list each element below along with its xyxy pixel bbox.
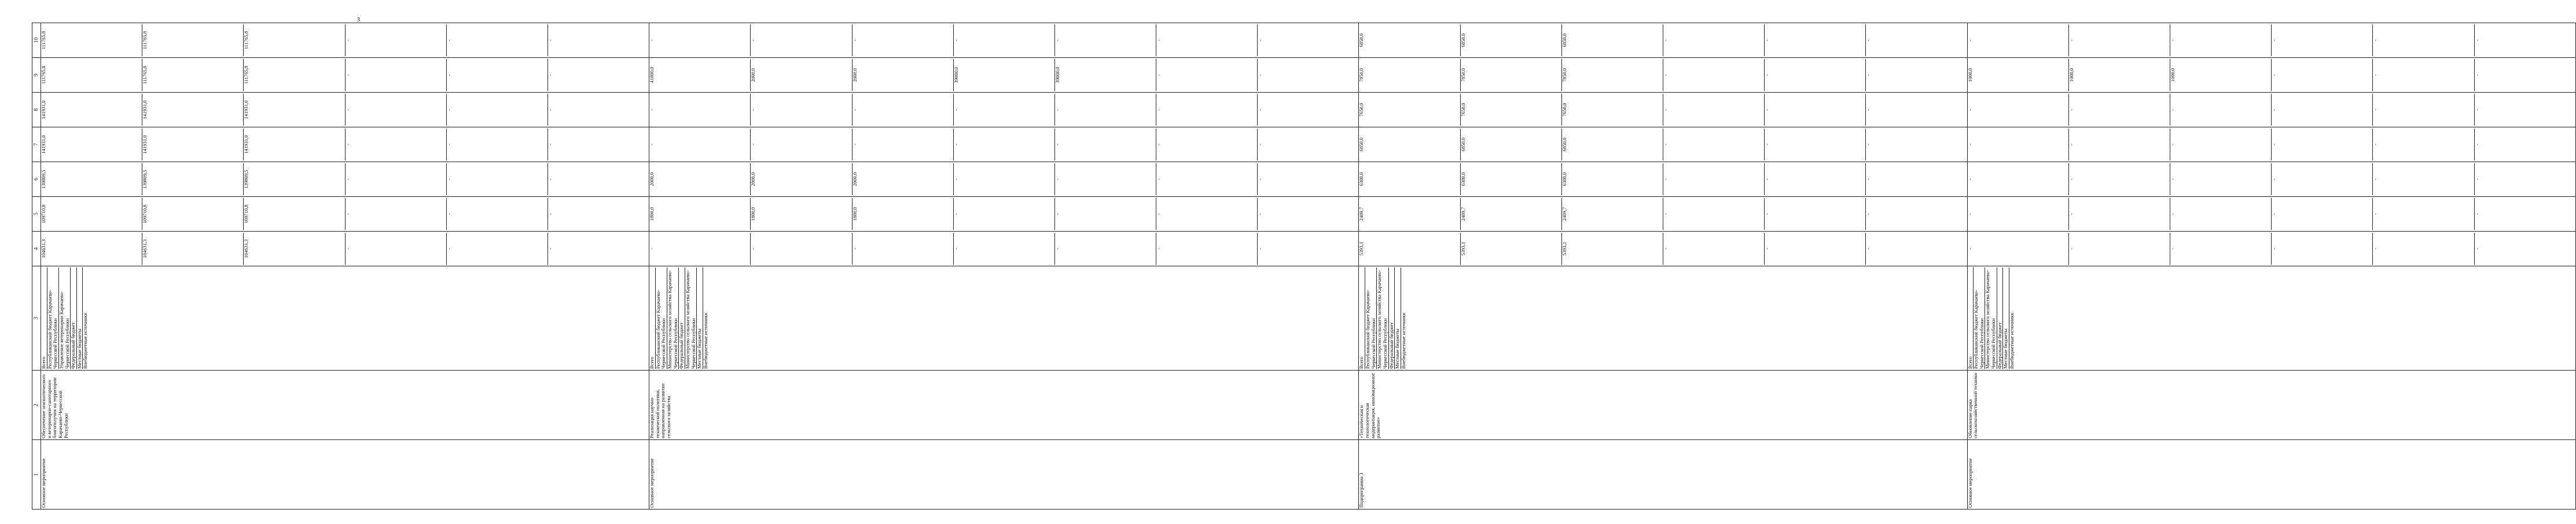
value: 6850,0 xyxy=(1562,24,1663,56)
value-cell xyxy=(649,58,1359,93)
value-cell xyxy=(1359,58,1967,93)
column-number: 5 xyxy=(32,197,41,232)
funding-source: Республиканский бюджет Карачаево-Черкесской Республики xyxy=(47,268,59,369)
value-cell xyxy=(649,93,1359,127)
item-type-cell: Основное мероприятие xyxy=(649,440,1359,510)
item-type-cell: Основное мероприятие xyxy=(1967,440,2575,510)
value: - xyxy=(346,24,447,56)
value: - xyxy=(2474,109,2480,111)
table-row xyxy=(1967,23,2575,510)
value: 5393,1 xyxy=(1562,233,1663,265)
value-cell xyxy=(649,23,1359,58)
value: 1800,0 xyxy=(649,198,751,230)
value: 6850,0 xyxy=(1359,24,1460,56)
value-cell xyxy=(649,232,1359,266)
value: - xyxy=(2474,39,2480,41)
value: 39000,0 xyxy=(954,59,1055,91)
value: - xyxy=(2170,24,2272,56)
value: - xyxy=(954,163,1055,195)
value-cell xyxy=(1967,197,2575,232)
funding-source: Федеральный бюджет xyxy=(1997,268,2004,369)
value: - xyxy=(2069,129,2170,160)
value: 7850,0 xyxy=(1461,59,1562,91)
value: - xyxy=(547,74,553,76)
value-cell xyxy=(1967,23,2575,58)
value: - xyxy=(751,129,852,160)
value: - xyxy=(1663,233,1765,265)
value-cell xyxy=(41,93,649,127)
value: - xyxy=(2272,198,2373,230)
value: 104631,3 xyxy=(142,233,244,265)
value: 6300,0 xyxy=(1359,163,1460,195)
column-number: 8 xyxy=(32,93,41,127)
value: - xyxy=(751,94,852,126)
value: 1000,0 xyxy=(2170,59,2272,91)
value: - xyxy=(1055,24,1156,56)
value: - xyxy=(1865,144,1872,145)
funding-source: Всего xyxy=(41,268,47,369)
value-cell xyxy=(649,162,1359,197)
value: - xyxy=(954,198,1055,230)
value: 6850,0 xyxy=(1359,129,1460,160)
value: - xyxy=(447,24,548,56)
value: 139809,5 xyxy=(41,163,142,195)
value: 2409,7 xyxy=(1562,198,1663,230)
value: - xyxy=(2373,129,2474,160)
table-body xyxy=(41,23,2576,510)
rotated-page xyxy=(32,23,2480,510)
value: - xyxy=(1257,178,1263,180)
value-cell xyxy=(1967,162,2575,197)
value: - xyxy=(547,248,553,250)
value: - xyxy=(1156,198,1258,230)
value: - xyxy=(1968,129,2069,160)
value: - xyxy=(2069,163,2170,195)
column-number: 7 xyxy=(32,127,41,162)
value-cell xyxy=(1359,127,1967,162)
funding-source-cell xyxy=(649,266,1359,371)
value: - xyxy=(2373,198,2474,230)
value: - xyxy=(1968,198,2069,230)
value: - xyxy=(649,233,751,265)
funding-source: Всего xyxy=(1968,268,1974,369)
value: - xyxy=(2474,74,2480,76)
value: - xyxy=(346,233,447,265)
value: - xyxy=(1156,94,1258,126)
column-number: 9 xyxy=(32,58,41,93)
value: - xyxy=(1968,94,2069,126)
value: - xyxy=(2474,213,2480,215)
value: - xyxy=(1257,39,1263,41)
funding-source: Внебюджетные источники xyxy=(2008,312,2015,369)
value: - xyxy=(1865,178,1872,180)
funding-source: Министерство сельского хозяйства Карачаево-Черкесской Республики xyxy=(667,268,679,369)
value-cell xyxy=(1359,197,1967,232)
value: - xyxy=(2170,163,2272,195)
value: - xyxy=(1663,94,1765,126)
value-cell xyxy=(41,162,649,197)
value: 6300,0 xyxy=(1562,163,1663,195)
value-cell xyxy=(1967,58,2575,93)
value: 2000,0 xyxy=(852,59,954,91)
funding-source: Внебюджетные источники xyxy=(702,312,708,369)
funding-source: Внебюджетные источники xyxy=(1400,312,1406,369)
value: - xyxy=(2272,94,2373,126)
funding-source: Министерство сельского хозяйства Карачаево-Черкесской Республики xyxy=(1377,268,1388,369)
funding-source: Федеральный бюджет xyxy=(679,268,685,369)
value: 141931,0 xyxy=(41,94,142,126)
value: - xyxy=(2170,94,2272,126)
value: - xyxy=(1257,144,1263,145)
value: - xyxy=(954,24,1055,56)
value: 109710,8 xyxy=(41,198,142,230)
value: 6850,0 xyxy=(1562,129,1663,160)
value: - xyxy=(751,24,852,56)
value: - xyxy=(1865,248,1872,250)
value: - xyxy=(547,109,553,111)
value: - xyxy=(2170,233,2272,265)
value: - xyxy=(1257,213,1263,215)
value: 6850,0 xyxy=(1461,129,1562,160)
value: 7850,0 xyxy=(1359,59,1460,91)
value: - xyxy=(1865,213,1872,215)
value: - xyxy=(1968,24,2069,56)
value: 7850,0 xyxy=(1562,59,1663,91)
funding-source-cell xyxy=(1967,266,2575,371)
value: 141931,0 xyxy=(244,94,345,126)
value: - xyxy=(1765,163,1866,195)
value: - xyxy=(1257,74,1263,76)
funding-source: Местные бюджеты xyxy=(77,268,83,369)
value: - xyxy=(447,198,548,230)
value: - xyxy=(2373,94,2474,126)
value: 109710,8 xyxy=(142,198,244,230)
funding-source: Республиканский бюджет Карачаево-Черкесской Республики xyxy=(1365,268,1377,369)
value: 2409,7 xyxy=(1461,198,1562,230)
value: - xyxy=(1663,163,1765,195)
value: - xyxy=(1055,163,1156,195)
value: - xyxy=(852,233,954,265)
column-number: 1 xyxy=(32,440,41,510)
value: - xyxy=(649,129,751,160)
value: - xyxy=(954,94,1055,126)
value: - xyxy=(346,129,447,160)
value: 2000,0 xyxy=(852,163,954,195)
value: 6850,0 xyxy=(1461,24,1562,56)
value: 111765,8 xyxy=(142,24,244,56)
value: - xyxy=(1968,233,2069,265)
value-cell xyxy=(41,127,649,162)
value: - xyxy=(1055,198,1156,230)
table-row xyxy=(1359,23,1967,510)
funding-source: Местные бюджеты xyxy=(1395,268,1401,369)
value: - xyxy=(1257,248,1263,250)
funding-source: Министерство сельского хозяйства Карачаево-Черкесской Республики xyxy=(1985,268,1997,369)
value: - xyxy=(1156,59,1258,91)
value: - xyxy=(1055,94,1156,126)
value: - xyxy=(1663,59,1765,91)
value: - xyxy=(2069,94,2170,126)
value: 104631,3 xyxy=(41,233,142,265)
value-cell xyxy=(1967,127,2575,162)
value: - xyxy=(1765,129,1866,160)
column-number: 6 xyxy=(32,162,41,197)
value: - xyxy=(1156,163,1258,195)
item-type-cell: Основное мероприятие xyxy=(41,440,649,510)
funding-source: Федеральный бюджет xyxy=(1389,268,1395,369)
value: 104631,3 xyxy=(244,233,345,265)
value: 1000,0 xyxy=(2069,59,2170,91)
value: - xyxy=(2272,59,2373,91)
value: - xyxy=(2373,163,2474,195)
value: - xyxy=(649,24,751,56)
value: 7650,0 xyxy=(1562,94,1663,126)
item-name-cell: Реализация научно-технической политики, направленная на развитие сельского хозяйства xyxy=(649,371,1359,440)
value: - xyxy=(1865,109,1872,111)
value: 141931,0 xyxy=(142,129,244,160)
value: 139809,5 xyxy=(142,163,244,195)
value: 111765,8 xyxy=(41,59,142,91)
value: - xyxy=(547,144,553,145)
value-cell xyxy=(1359,232,1967,266)
value-cell xyxy=(41,58,649,93)
value: - xyxy=(447,163,548,195)
value: - xyxy=(2474,144,2480,145)
value: - xyxy=(547,178,553,180)
value: - xyxy=(1865,74,1872,76)
value: - xyxy=(1663,24,1765,56)
value: - xyxy=(2272,233,2373,265)
value: - xyxy=(751,233,852,265)
value: 2000,0 xyxy=(649,163,751,195)
table-row xyxy=(41,23,649,510)
value: 109710,8 xyxy=(244,198,345,230)
value: 111765,8 xyxy=(244,59,345,91)
value-cell xyxy=(1359,23,1967,58)
value-cell xyxy=(649,197,1359,232)
value: - xyxy=(1156,24,1258,56)
value: - xyxy=(1765,94,1866,126)
value: 141931,0 xyxy=(244,129,345,160)
item-type-cell: Подпрограмма 3 xyxy=(1359,440,1967,510)
value: 111765,8 xyxy=(41,24,142,56)
value: 1000,0 xyxy=(1968,59,2069,91)
value: - xyxy=(547,39,553,41)
value: - xyxy=(2069,233,2170,265)
value: - xyxy=(447,94,548,126)
value: - xyxy=(2272,24,2373,56)
value: 1800,0 xyxy=(751,198,852,230)
value-cell xyxy=(1967,232,2575,266)
value: 7650,0 xyxy=(1359,94,1460,126)
value: - xyxy=(852,94,954,126)
value: 2409,7 xyxy=(1359,198,1460,230)
value: - xyxy=(1055,129,1156,160)
value: - xyxy=(547,213,553,215)
value: 5393,1 xyxy=(1461,233,1562,265)
value: - xyxy=(1765,198,1866,230)
funding-source: Местные бюджеты xyxy=(697,268,703,369)
value: 111765,8 xyxy=(244,24,345,56)
value: 141931,0 xyxy=(142,94,244,126)
value: - xyxy=(2069,198,2170,230)
value: - xyxy=(1663,129,1765,160)
value: - xyxy=(2373,59,2474,91)
value-cell xyxy=(1359,93,1967,127)
value: - xyxy=(2272,129,2373,160)
value: - xyxy=(954,129,1055,160)
funding-source: Управление ветеринарии Карачаево-Черкесской Республики xyxy=(59,268,71,369)
value: - xyxy=(346,94,447,126)
value: - xyxy=(1865,39,1872,41)
value: - xyxy=(1765,233,1866,265)
value: - xyxy=(852,24,954,56)
column-number: 10 xyxy=(32,23,41,58)
value: - xyxy=(2373,24,2474,56)
value: 39000,0 xyxy=(1055,59,1156,91)
value: 1800,0 xyxy=(852,198,954,230)
value: 139809,5 xyxy=(244,163,345,195)
value: - xyxy=(346,59,447,91)
value: - xyxy=(1765,59,1866,91)
value: - xyxy=(649,94,751,126)
value-cell xyxy=(41,23,649,58)
value: - xyxy=(1156,233,1258,265)
value: - xyxy=(2474,178,2480,180)
funding-source: Республиканский бюджет Карачаево-Черкесской Республики xyxy=(656,268,667,369)
value: 6300,0 xyxy=(1461,163,1562,195)
value: - xyxy=(1968,163,2069,195)
value: - xyxy=(2474,248,2480,250)
funding-source: Внебюджетные источники xyxy=(82,312,89,369)
funding-source: Всего xyxy=(649,268,656,369)
column-number: 4 xyxy=(32,232,41,266)
value: - xyxy=(2272,163,2373,195)
value: - xyxy=(852,129,954,160)
value: 5393,1 xyxy=(1359,233,1460,265)
value: 41000,0 xyxy=(649,59,751,91)
funding-source: Федеральный бюджет xyxy=(71,268,77,369)
value: - xyxy=(447,129,548,160)
value: 141931,0 xyxy=(41,129,142,160)
funding-source-cell xyxy=(1359,266,1967,371)
funding-source-cell xyxy=(41,266,649,371)
funding-source: Министерство сельского хозяйства Карачаево-Черкесской Республики xyxy=(685,268,697,369)
value: - xyxy=(447,233,548,265)
value: - xyxy=(2170,198,2272,230)
column-number-row xyxy=(32,23,41,510)
value: - xyxy=(2373,233,2474,265)
funding-source: Всего xyxy=(1359,268,1365,369)
value: 7650,0 xyxy=(1461,94,1562,126)
funding-source: Местные бюджеты xyxy=(2003,268,2009,369)
value: - xyxy=(346,163,447,195)
value: - xyxy=(2170,129,2272,160)
table-row xyxy=(649,23,1359,510)
value: - xyxy=(1663,198,1765,230)
value-cell xyxy=(649,127,1359,162)
value: 2000,0 xyxy=(751,163,852,195)
page-number: 3 xyxy=(357,16,360,23)
funding-source: Республиканский бюджет Карачаево-Черкесской Республики xyxy=(1974,268,1985,369)
value: - xyxy=(346,198,447,230)
item-name-cell: «Техническая и технологическая модернизация, инновационное развитие» xyxy=(1359,371,1967,440)
column-number: 2 xyxy=(32,371,41,440)
value: - xyxy=(1055,233,1156,265)
value: - xyxy=(954,233,1055,265)
column-number: 3 xyxy=(32,266,41,371)
value: - xyxy=(1765,24,1866,56)
value: - xyxy=(447,59,548,91)
item-name-cell: Обеспечение эпизоотического и ветеринарно-санитарного благополучия на территории Карачаево-Черкесской Республики xyxy=(41,371,649,440)
item-name-cell: Обновление парка сельскохозяйственной техники xyxy=(1967,371,2575,440)
value: 2000,0 xyxy=(751,59,852,91)
funding-table xyxy=(32,23,2576,510)
value-cell xyxy=(1359,162,1967,197)
value-cell xyxy=(41,197,649,232)
value-cell xyxy=(1967,93,2575,127)
value: - xyxy=(1257,109,1263,111)
value: 111765,8 xyxy=(142,59,244,91)
value: - xyxy=(2069,24,2170,56)
value-cell xyxy=(41,232,649,266)
value: - xyxy=(1156,129,1258,160)
